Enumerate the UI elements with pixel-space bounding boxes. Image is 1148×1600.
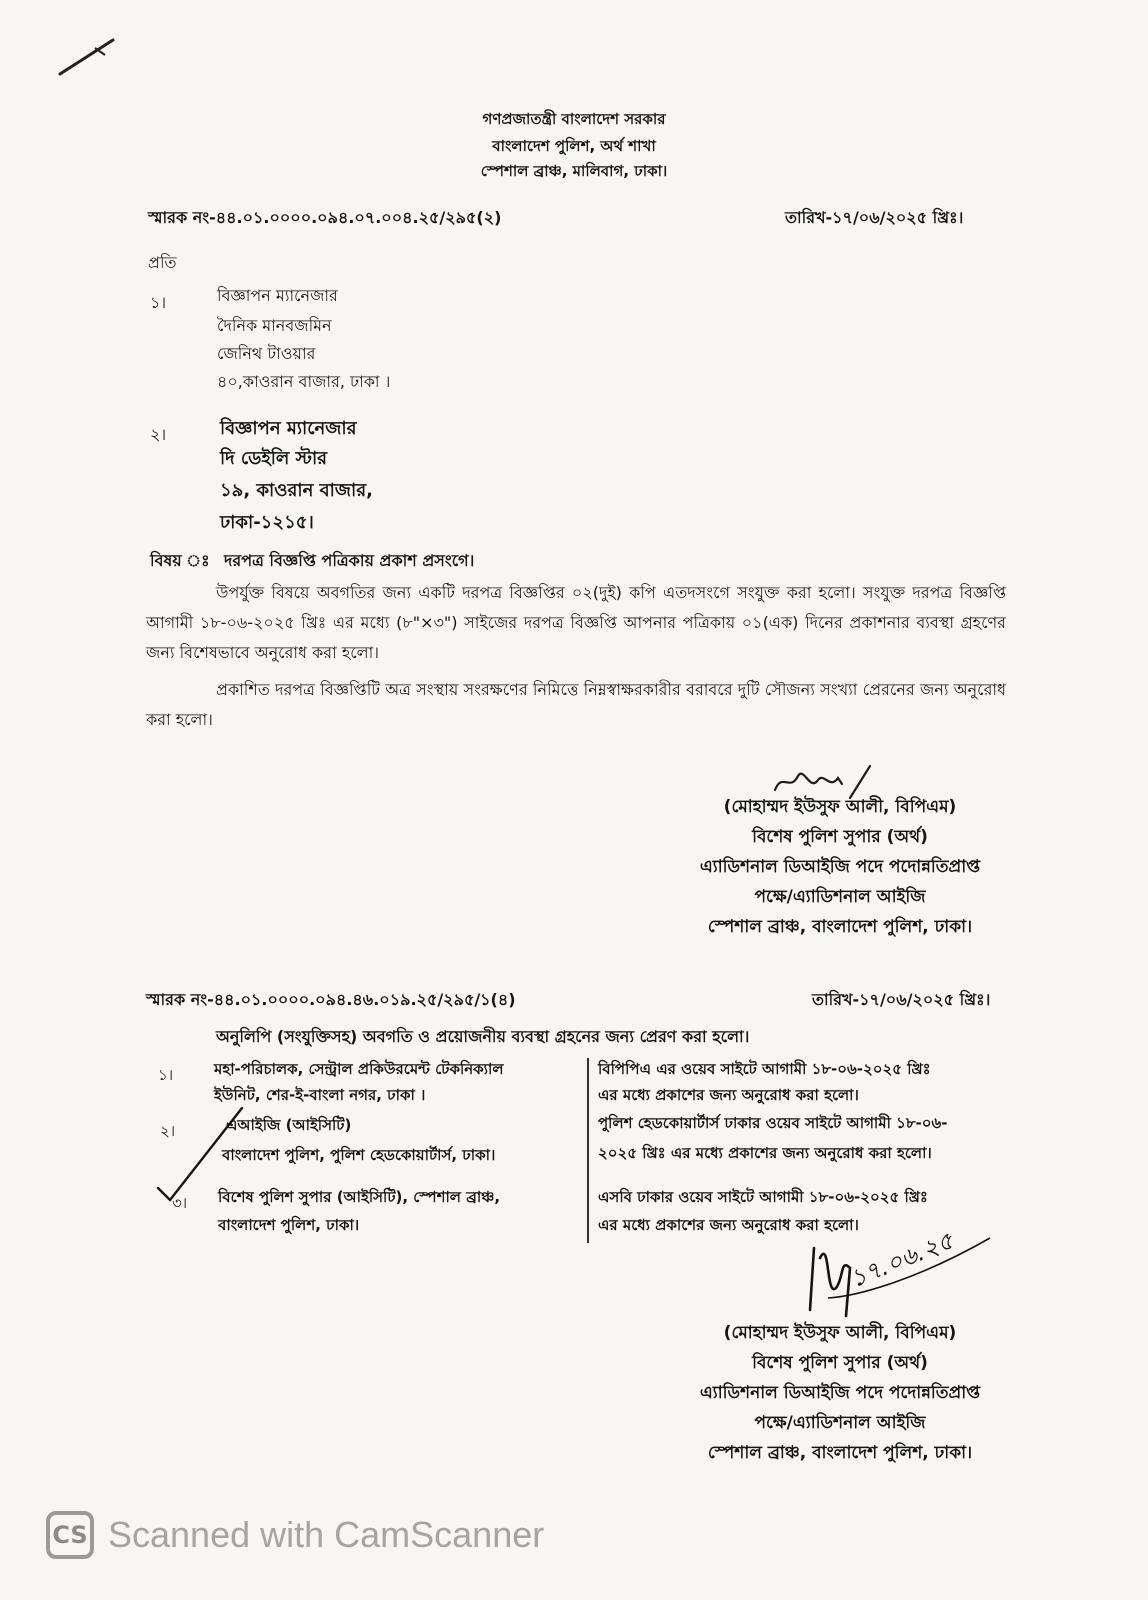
recipient-1-line-4: ৪০,কাওরান বাজার, ঢাকা । <box>217 372 391 391</box>
recipient-2-line-1: বিজ্ঞাপন ম্যানেজার <box>220 418 357 439</box>
signer-2-line-3: এ্যাডিশনাল ডিআইজি পদে পদোন্নতিপ্রাপ্ত <box>699 1383 981 1403</box>
signer-1-line-3: এ্যাডিশনাল ডিআইজি পদে পদোন্নতিপ্রাপ্ত <box>699 857 981 877</box>
signer-1-line-4: পক্ষে/এ্যাডিশনাল আইজি <box>754 887 926 907</box>
memo-2-ref: স্মারক নং-৪৪.০১.০০০০.০৯৪.৪৬.০১৯.২৫/২৯৫/১(৪) <box>146 990 516 1009</box>
memo-ref: স্মারক নং-৪৪.০১.০০০০.০৯৪.০৭.০০৪.২৫/২৯৫(২) <box>148 208 502 227</box>
memo-2-date: তারিখ-১৭/০৬/২০২৫ খ্রিঃ। <box>812 990 991 1009</box>
copy-1-left-line-1: মহা-পরিচালক, সেন্ট্রাল প্রকিউরমেন্ট টেকনিক্যাল <box>214 1060 504 1078</box>
signer-2-name: (মোহাম্মদ ইউসুফ আলী, বিপিএম) <box>723 1323 957 1343</box>
copy-2-right-line-2: ২০২৫ খ্রিঃ এর মধ্যে প্রকাশের জন্য অনুরোধ করা হলো। <box>598 1144 932 1162</box>
memo-date: তারিখ-১৭/০৬/২০২৫ খ্রিঃ। <box>785 208 964 227</box>
to-label: প্রতি <box>148 253 177 272</box>
signer-2-line-4: পক্ষে/এ্যাডিশনাল আইজি <box>754 1413 926 1433</box>
copy-intro: অনুলিপি (সংযুক্তিসহ) অবগতি ও প্রয়োজনীয় ব্যবস্থা গ্রহনের জন্য প্রেরণ করা হলো। <box>216 1027 750 1046</box>
copy-1-right-line-1: বিপিপিএ এর ওয়েব সাইটে আগামী ১৮-০৬-২০২৫ খ্রিঃ <box>598 1060 931 1078</box>
camscanner-text: Scanned with CamScanner <box>108 1514 545 1555</box>
header-line-1: গণপ্রজাতন্ত্রী বাংলাদেশ সরকার <box>482 110 666 128</box>
copy-1-right-line-2: এর মধ্যে প্রকাশের জন্য অনুরোধ করা হলো। <box>598 1086 859 1104</box>
copy-3-number: ৩। <box>172 1194 188 1212</box>
signer-2-designation: বিশেষ পুলিশ সুপার (অর্থ) <box>752 1353 928 1373</box>
signer-2-line-5: স্পেশাল ব্রাঞ্চ, বাংলাদেশ পুলিশ, ঢাকা। <box>707 1443 973 1463</box>
signature-2-date: ১৭.০৬.২৫ <box>846 1226 958 1294</box>
body-paragraph-1: উপর্যুক্ত বিষয়ে অবগতির জন্য একটি দরপত্র বিজ্ঞপ্তির ০২(দুই) কপি এতদসংগে সংযুক্ত করা হলো। সংযুক্ত দরপত্র বিজ্ঞপ্তি আগামী ১৮-০৬-২০২৫ খ্রিঃ এর মধ্যে (৮"×৩") সাইজের দরপত্র বিজ্ঞপ্তি আপনার পত্রিকায় ০১(এক) দিনের প্রকাশনার ব্যবস্থা গ্রহণের জন্য বিশেষভাবে অনুরোধ করা হলো। <box>146 583 1006 662</box>
copy-2-right-line-1: পুলিশ হেডকোয়ার্টার্স ঢাকার ওয়েব সাইটে আগামী ১৮-০৬- <box>598 1114 948 1132</box>
signature-block-2 <box>660 1318 1020 1468</box>
header-line-3: স্পেশাল ব্রাঞ্চ, মালিবাগ, ঢাকা। <box>480 162 668 180</box>
copy-1-left-line-2: ইউনিট, শের-ই-বাংলা নগর, ঢাকা । <box>214 1086 426 1104</box>
subject-text: দরপত্র বিজ্ঞপ্তি পত্রিকায় প্রকাশ প্রসংগে। <box>224 551 475 570</box>
copy-3-right-line-2: এর মধ্যে প্রকাশের জন্য অনুরোধ করা হলো। <box>598 1216 859 1234</box>
signer-1-designation: বিশেষ পুলিশ সুপার (অর্থ) <box>752 827 928 847</box>
copy-2-number: ২। <box>160 1122 176 1140</box>
recipient-1-line-1: বিজ্ঞাপন ম্যানেজার <box>217 286 338 305</box>
copy-3-right-line-1: এসবি ঢাকার ওয়েব সাইটে আগামী ১৮-০৬-২০২৫ খ্রিঃ <box>598 1188 928 1206</box>
recipient-2-line-3: ১৯, কাওরান বাজার, <box>220 480 373 501</box>
recipient-1-line-3: জেনিথ টাওয়ার <box>217 344 316 363</box>
copy-3-left-line-1: বিশেষ পুলিশ সুপার (আইসিটি), স্পেশাল ব্রাঞ্চ, <box>218 1188 501 1206</box>
copy-3-left-line-2: বাংলাদেশ পুলিশ, ঢাকা। <box>218 1216 360 1234</box>
camscanner-logo-icon: CS <box>46 1511 94 1559</box>
corner-pen-mark <box>55 30 125 80</box>
subject-label: বিষয় ঃ <box>150 551 210 570</box>
copy-2-left-line-1: এআইজি (আইসিটি) <box>226 1116 352 1134</box>
copy-table-divider <box>587 1058 589 1243</box>
header-line-2: বাংলাদেশ পুলিশ, অর্থ শাখা <box>492 137 656 155</box>
recipient-2-number: ২। <box>150 425 167 444</box>
handwritten-tick-mark <box>150 1100 250 1210</box>
signature-block-1 <box>660 792 1020 942</box>
recipient-2-line-2: দি ডেইলি স্টার <box>220 448 328 469</box>
copy-1-number: ১। <box>158 1066 174 1084</box>
body-paragraph-2: প্রকাশিত দরপত্র বিজ্ঞপ্তিটি অত্র সংস্থায় সংরক্ষণের নিমিত্তে নিম্নস্বাক্ষরকারীর বরাবরে দুটি সৌজন্য সংখ্যা প্রেরনের জন্য অনুরোধ করা হলো। <box>146 680 1006 729</box>
signer-1-line-5: স্পেশাল ব্রাঞ্চ, বাংলাদেশ পুলিশ, ঢাকা। <box>707 917 973 937</box>
signer-1-name: (মোহাম্মদ ইউসুফ আলী, বিপিএম) <box>723 797 957 817</box>
copy-2-left-line-2: বাংলাদেশ পুলিশ, পুলিশ হেডকোয়ার্টার্স, ঢাকা। <box>222 1146 496 1164</box>
recipient-1-number: ১। <box>150 293 167 312</box>
camscanner-watermark <box>46 1510 544 1560</box>
recipient-1-line-2: দৈনিক মানবজমিন <box>217 316 332 335</box>
recipient-2-line-4: ঢাকা-১২১৫। <box>220 512 314 533</box>
